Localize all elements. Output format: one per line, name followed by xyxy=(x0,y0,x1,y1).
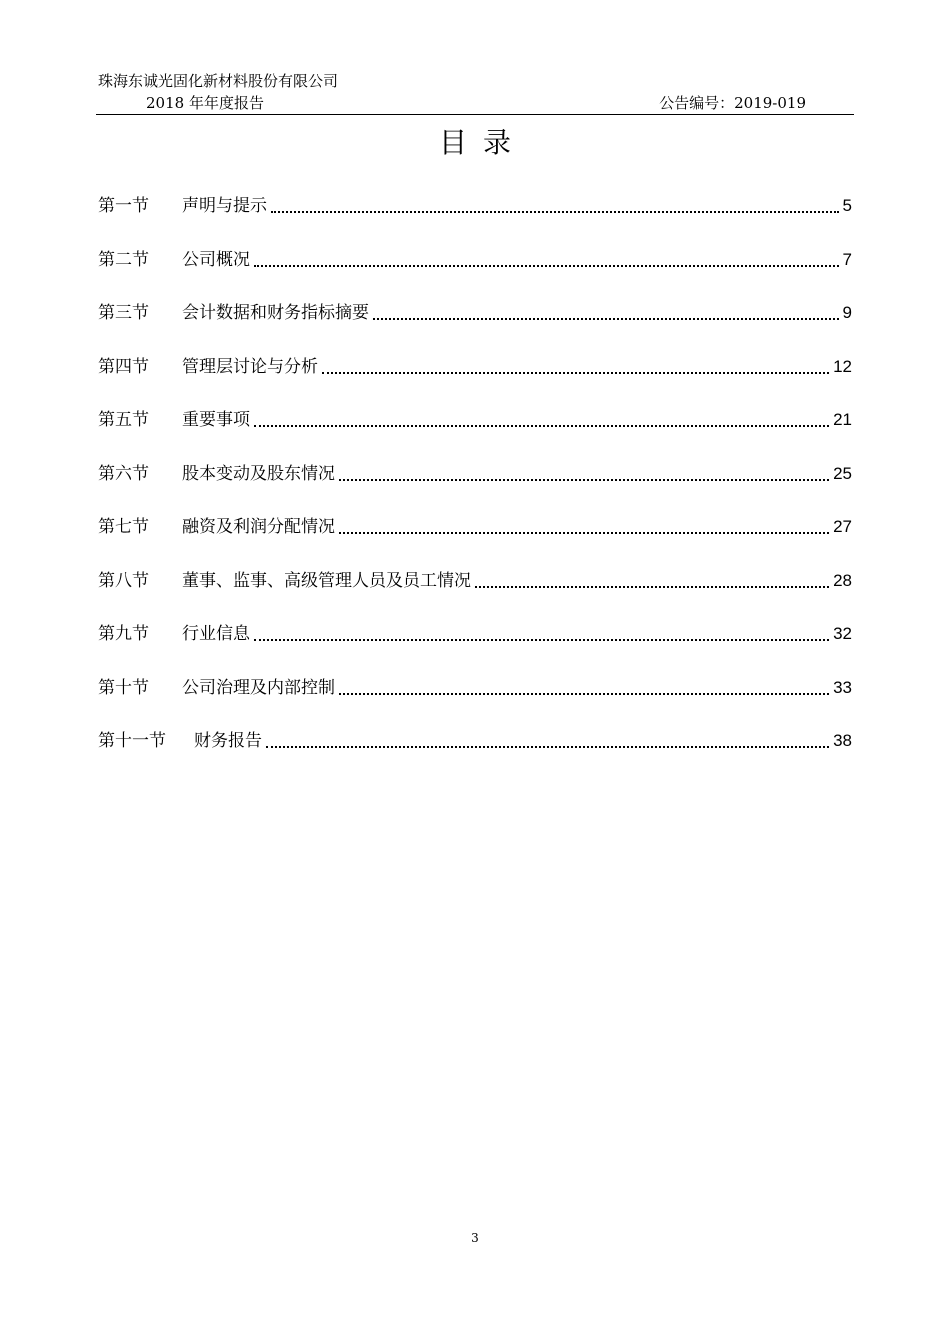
toc-page-number: 21 xyxy=(833,410,852,429)
toc-section-name: 融资及利润分配情况 xyxy=(182,517,335,537)
toc-section-name: 声明与提示 xyxy=(182,196,267,216)
toc-section-number: 第九节 xyxy=(98,624,149,644)
toc-section-number: 第八节 xyxy=(98,570,149,591)
toc-entry[interactable] xyxy=(98,407,852,461)
toc-section-name: 行业信息 xyxy=(182,624,250,644)
toc-section-name: 财务报告 xyxy=(194,731,262,751)
toc-section-number: 第十一节 xyxy=(98,731,166,751)
toc-section-number: 第一节 xyxy=(98,196,149,216)
toc-page-number: 5 xyxy=(842,196,852,215)
report-title: 2018 年年度报告 xyxy=(146,94,264,112)
announcement-number: 公告编号：2019-019 xyxy=(659,94,806,112)
toc-section-name: 重要事项 xyxy=(182,410,250,430)
toc-section-name: 股本变动及股东情况 xyxy=(182,463,335,484)
table-of-contents xyxy=(98,193,852,782)
toc-entry[interactable] xyxy=(98,300,852,354)
toc-entry[interactable] xyxy=(98,568,852,622)
toc-page-number: 27 xyxy=(833,517,852,536)
toc-section-number: 第十节 xyxy=(98,677,149,698)
toc-section-name: 管理层讨论与分析 xyxy=(182,356,318,377)
toc-section-name: 公司治理及内部控制 xyxy=(182,677,335,698)
toc-title: 目录 xyxy=(438,126,527,159)
toc-entry[interactable] xyxy=(98,193,852,247)
toc-entry[interactable] xyxy=(98,247,852,301)
toc-leader-dots xyxy=(373,300,839,320)
toc-leader-dots xyxy=(339,675,829,695)
toc-page-number: 33 xyxy=(833,677,852,697)
toc-entry[interactable] xyxy=(98,461,852,515)
toc-section-name: 会计数据和财务指标摘要 xyxy=(182,303,369,323)
toc-section-number: 第二节 xyxy=(98,249,149,270)
toc-section-number: 第六节 xyxy=(98,463,149,484)
page-number: 3 xyxy=(471,1231,479,1245)
toc-leader-dots xyxy=(266,728,829,748)
toc-section-number: 第七节 xyxy=(98,517,149,537)
toc-page-number: 9 xyxy=(842,303,852,322)
toc-section-name: 董事、监事、高级管理人员及员工情况 xyxy=(182,570,471,591)
toc-page-number: 38 xyxy=(833,731,852,750)
toc-leader-dots xyxy=(254,247,839,267)
toc-entry[interactable] xyxy=(98,728,852,782)
toc-page-number: 25 xyxy=(833,463,852,483)
toc-leader-dots xyxy=(254,407,829,427)
toc-section-number: 第五节 xyxy=(98,410,149,430)
toc-section-number: 第四节 xyxy=(98,356,149,377)
toc-entry[interactable] xyxy=(98,514,852,568)
toc-page-number: 12 xyxy=(833,356,852,376)
toc-entry[interactable] xyxy=(98,675,852,729)
toc-leader-dots xyxy=(254,621,829,641)
toc-entry[interactable] xyxy=(98,621,852,675)
toc-section-number: 第三节 xyxy=(98,303,149,323)
toc-page-number: 7 xyxy=(842,249,852,269)
toc-page-number: 32 xyxy=(833,624,852,643)
toc-leader-dots xyxy=(271,193,839,213)
company-name: 珠海东诚光固化新材料股份有限公司 xyxy=(98,72,339,90)
toc-entry[interactable] xyxy=(98,354,852,408)
toc-section-name: 公司概况 xyxy=(182,249,250,270)
page-header xyxy=(96,68,854,115)
toc-leader-dots xyxy=(322,354,829,374)
toc-leader-dots xyxy=(475,568,829,588)
toc-leader-dots xyxy=(339,461,829,481)
toc-leader-dots xyxy=(339,514,829,534)
toc-page-number: 28 xyxy=(833,570,852,590)
